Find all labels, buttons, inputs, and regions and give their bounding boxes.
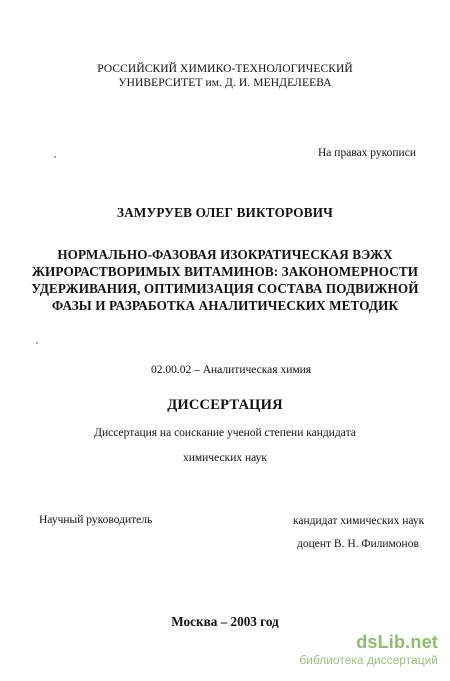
scan-speck <box>36 342 38 344</box>
supervisor-degree: кандидат химических наук <box>293 515 425 527</box>
supervisor-label: Научный руководитель <box>39 514 153 526</box>
thesis-title-line: УДЕРЖИВАНИЯ, ОПТИМИЗАЦИЯ СОСТАВА ПОДВИЖНОЙ <box>31 281 419 296</box>
degree-line-2: химических наук <box>183 452 267 464</box>
watermark-subtitle: библиотека диссертаций <box>299 653 438 667</box>
manuscript-note: На правах рукописи <box>318 147 416 159</box>
document-type: ДИССЕРТАЦИЯ <box>167 397 283 413</box>
degree-line-1: Диссертация на соискание ученой степени кандидата <box>94 427 356 439</box>
university-line-1: РОССИЙСКИЙ ХИМИКО-ТЕХНОЛОГИЧЕСКИЙ <box>97 63 353 75</box>
thesis-title-line: НОРМАЛЬНО-ФАЗОВАЯ ИЗОКРАТИЧЕСКАЯ ВЭЖХ <box>57 247 393 262</box>
watermark-logo: dsLib.net <box>356 632 438 652</box>
supervisor-name: доцент В. Н. Филимонов <box>297 538 419 550</box>
specialty: 02.00.02 – Аналитическая химия <box>151 364 312 376</box>
place-year: Москва – 2003 год <box>171 614 279 629</box>
author-name: ЗАМУРУЕВ ОЛЕГ ВИКТОРОВИЧ <box>116 205 334 220</box>
university-line-2: УНИВЕРСИТЕТ им. Д. И. МЕНДЕЛЕЕВА <box>118 77 332 89</box>
watermark <box>299 632 438 667</box>
thesis-title-line: ФАЗЫ И РАЗРАБОТКА АНАЛИТИЧЕСКИХ МЕТОДИК <box>51 298 399 313</box>
thesis-title-line: ЖИРОРАСТВОРИМЫХ ВИТАМИНОВ: ЗАКОНОМЕРНОСТИ <box>31 264 419 279</box>
thesis-title <box>0 246 450 314</box>
scan-speck <box>54 156 56 158</box>
